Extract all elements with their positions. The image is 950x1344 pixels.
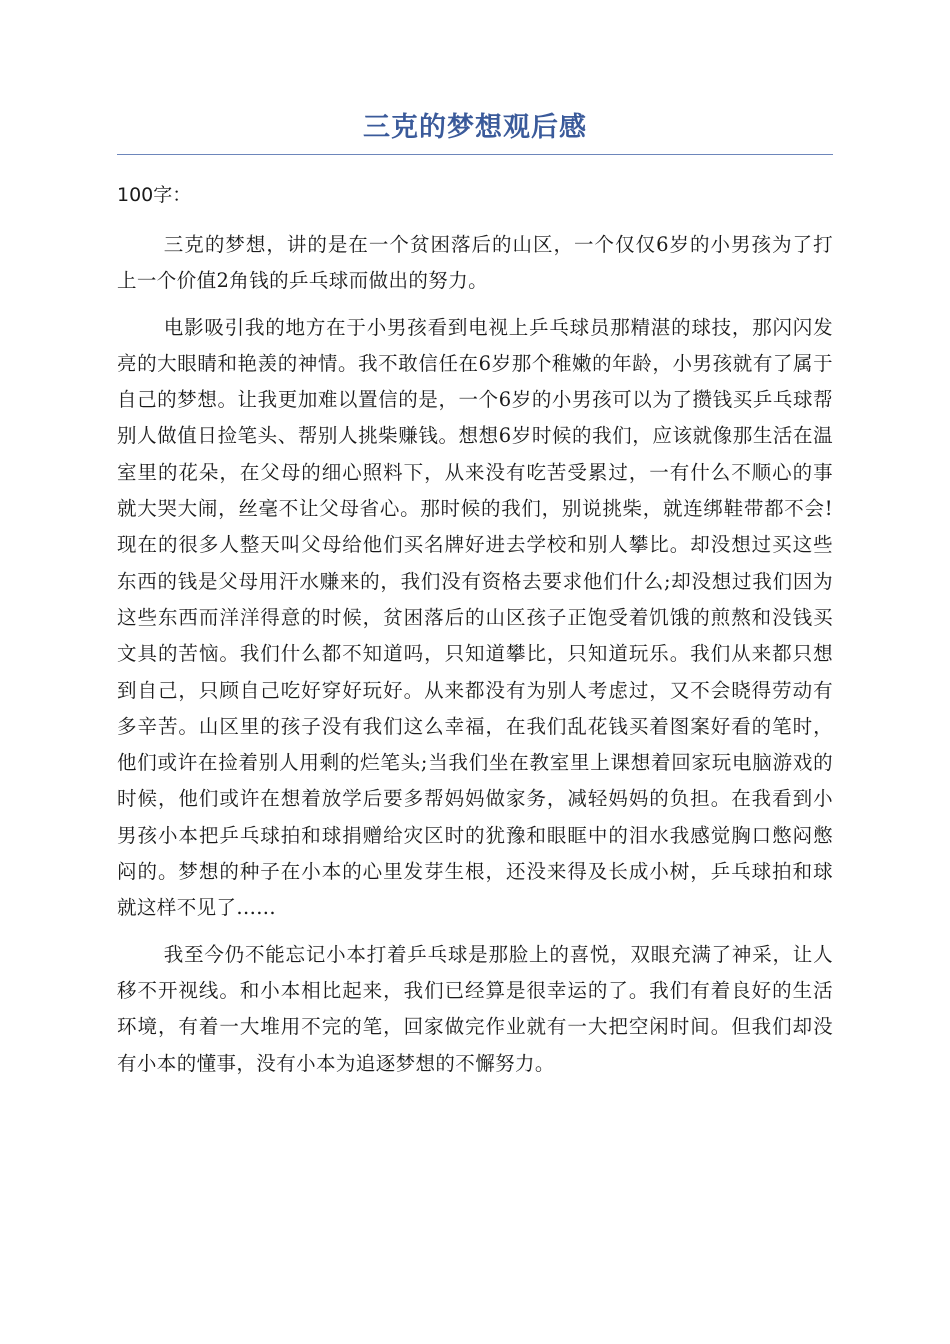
word-count-label: 100字： [117,184,192,206]
paragraph-2: 电影吸引我的地方在于小男孩看到电视上乒乓球员那精湛的球技，那闪闪发亮的大眼睛和艳羡的神情。我不敢信任在6岁那个稚嫩的年龄，小男孩就有了属于自己的梦想。让我更加难以置信的是，一个6岁的小男孩可以为了攒钱买乒乓球帮别人做值日捡笔头、帮别人挑柴赚钱。想想6岁时候的我们，应该就像那生活在温室里的花朵，在父母的细心照料下，从来没有吃苦受累过，一有什么不顺心的事就大哭大闹，丝毫不让父母省心。那时候的我们，别说挑柴，就连绑鞋带都不会!现在的很多人整天叫父母给他们买名牌好进去学校和别人攀比。却没想过买这些东西的钱是父母用汗水赚来的，我们没有资格去要求他们什么;却没想过我们因为这些东西而洋洋得意的时候，贫困落后的山区孩子正饱受着饥饿的煎熬和没钱买文具的苦恼。我们什么都不知道吗，只知道攀比，只知道玩乐。我们从来都只想到自己，只顾自己吃好穿好玩好。从来都没有为别人考虑过，又不会晓得劳动有多辛苦。山区里的孩子没有我们这么幸福，在我们乱花钱买着图案好看的笔时，他们或许在捡着别人用剩的烂笔头;当我们坐在教室里上课想着回家玩电脑游戏的时候，他们或许在想着放学后要多帮妈妈做家务，减轻妈妈的负担。在我看到小男孩小本把乒乓球拍和球捐赠给灾区时的犹豫和眼眶中的泪水我感觉胸口憋闷憋闷的。梦想的种子在小本的心里发芽生根，还没来得及长成小树，乒乓球拍和球就这样不见了...... [117,315,833,920]
paragraph-3: 我至今仍不能忘记小本打着乒乓球是那脸上的喜悦，双眼充满了神采，让人移不开视线。和小本相比起来，我们已经算是很幸运的了。我们有着良好的生活环境，有着一大堆用不完的笔，回家做完作业就有一大把空闲时间。但我们却没有小本的懂事，没有小本为追逐梦想的不懈努力。 [117,942,833,1075]
paragraph-1: 三克的梦想，讲的是在一个贫困落后的山区，一个仅仅6岁的小男孩为了打上一个价值2角钱的乒乓球而做出的努力。 [117,233,833,293]
document-page [117,108,833,1082]
document-title: 三克的梦想观后感 [117,108,833,155]
